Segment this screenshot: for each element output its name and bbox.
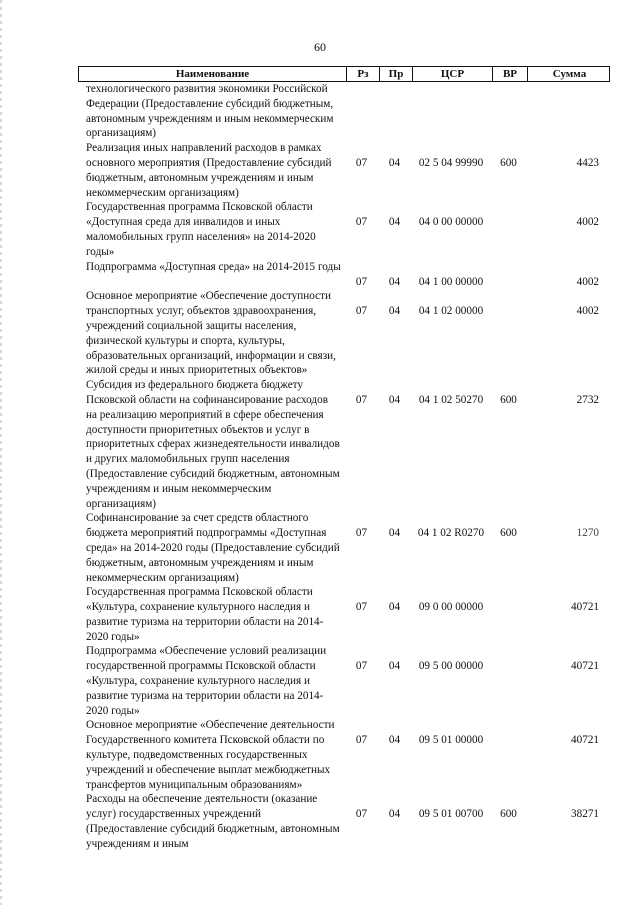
row-pr: 04 [388,734,401,747]
header-rz: Рз [346,67,379,81]
row-rz [345,82,378,141]
row-csr: 04 1 02 R0270 [417,527,485,540]
row-name: Подпрограмма «Доступная среда» на 2014-2015 годы [86,260,341,273]
row-csr: 04 1 00 00000 [418,275,484,288]
row-pr: 04 [388,157,401,170]
row-vr [491,260,526,290]
row-name: Реализация иных направлений расходов в рамках основного мероприятия (Предоставление субсидий бюджетным, автономным учреждениям и иным некоммерческим организациям) [86,142,332,199]
row-pr: 04 [388,601,401,614]
row-name: Государственная программа Псковской области «Культура, сохранение культурного наследия и развитие туризма на территории области на 2014-2020 годы» [86,586,324,643]
row-sum: 4423 [576,157,599,170]
row-rz: 07 [355,808,368,821]
row-rz: 07 [355,394,368,407]
row-name: технологического развития экономики Российской Федерации (Предоставление субсидий бюджетным, автономным учреждениям и иным некоммерческим организациям) [86,83,334,140]
row-sum: 1270 [576,527,599,540]
row-rz: 07 [355,216,368,229]
row-vr [491,585,526,644]
scan-edge [0,0,2,905]
row-csr: 04 0 00 00000 [418,216,484,229]
header-vr: ВР [492,67,527,81]
table-row [78,260,610,290]
row-vr: 600 [500,808,517,821]
row-rz: 07 [355,660,368,673]
row-rz: 07 [355,275,368,288]
row-pr: 04 [388,275,401,288]
page-number: 60 [314,40,326,54]
table-row [78,718,610,792]
table-row [78,644,610,718]
header-pr: Пр [379,67,412,81]
row-vr: 600 [500,394,517,407]
row-name: Основное мероприятие «Обеспечение деятельности Государственного комитета Псковской области по культуре, подведомственных государственных учреждений и обеспечение выплат межбюджетных трансфертов муниципальным образованиям» [86,719,335,791]
row-vr [491,718,526,792]
row-name: Государственная программа Псковской области «Доступная среда для инвалидов и иных маломобильных групп населения» на 2014-2020 годы» [86,201,316,258]
row-pr: 04 [388,305,401,318]
row-sum: 4002 [576,216,599,229]
table-row [78,141,610,200]
row-pr: 04 [388,660,401,673]
budget-table [78,66,610,852]
row-name: Основное мероприятие «Обеспечение доступности транспортных услуг, объектов здравоохранения, учреждений социальной защиты населения, физической культуры и спорта, культуры, образовательных организаций, информации и связи, жилой среды и иных приоритетных объектов» [86,290,336,377]
row-vr [491,82,526,141]
table-row [78,200,610,259]
table-row [78,82,610,141]
row-vr [491,644,526,718]
table-row [78,792,610,851]
row-sum: 2732 [576,394,599,407]
header-sum: Сумма [527,67,611,81]
table-row [78,378,610,511]
row-vr [491,289,526,378]
row-pr: 04 [388,216,401,229]
row-sum: 4002 [576,305,599,318]
row-name: Подпрограмма «Обеспечение условий реализации государственной программы Псковской области «Культура, сохранение культурного наследия и развитие туризма на территории области на 2014-2020 годы» [86,645,327,717]
row-rz: 07 [355,305,368,318]
row-rz: 07 [355,157,368,170]
row-csr: 09 5 00 00000 [418,660,484,673]
row-rz: 07 [355,527,368,540]
row-vr: 600 [500,157,517,170]
row-pr [378,82,411,141]
row-csr: 09 5 01 00000 [418,734,484,747]
row-sum: 4002 [576,275,599,288]
row-name: Софинансирование за счет средств областного бюджета мероприятий подпрограммы «Доступная среда» на 2014-2020 годы (Предоставление субсидий бюджетным, автономным учреждениям и иным некоммерческим организациям) [86,512,340,584]
table-row [78,511,610,585]
row-sum: 38271 [571,808,599,821]
row-rz: 07 [355,601,368,614]
row-sum: 40721 [571,601,599,614]
row-pr: 04 [388,527,401,540]
row-csr: 02 5 04 99990 [418,157,484,170]
row-csr [411,82,491,141]
row-vr [491,200,526,259]
table-row [78,289,610,378]
table-header [78,66,610,82]
row-vr: 600 [500,527,517,540]
row-rz: 07 [355,734,368,747]
table-row [78,585,610,644]
row-sum: 40721 [571,660,599,673]
row-pr: 04 [388,394,401,407]
row-pr: 04 [388,808,401,821]
row-csr: 09 0 00 00000 [418,601,484,614]
row-name: Субсидия из федерального бюджета бюджету Псковской области на софинансирование расходов на реализацию мероприятий в сфере обеспечения доступности приоритетных объектов и услуг в приоритетных сферах жизнедеятельности инвалидов и других маломобильных групп населения (Предоставление субсидий бюджетным, автономным учреждениям и иным некоммерческим организациям) [86,379,340,510]
row-sum: 40721 [571,734,599,747]
row-csr: 09 5 01 00700 [418,808,484,821]
row-csr: 04 1 02 50270 [418,394,484,407]
row-name: Расходы на обеспечение деятельности (оказание услуг) государственных учреждений (Предоставление субсидий бюджетным, автономным учреждениям и иным [86,793,340,850]
row-sum [526,82,610,141]
header-csr: ЦСР [412,67,492,81]
row-csr: 04 1 02 00000 [418,305,484,318]
header-name: Наименование [175,68,250,80]
